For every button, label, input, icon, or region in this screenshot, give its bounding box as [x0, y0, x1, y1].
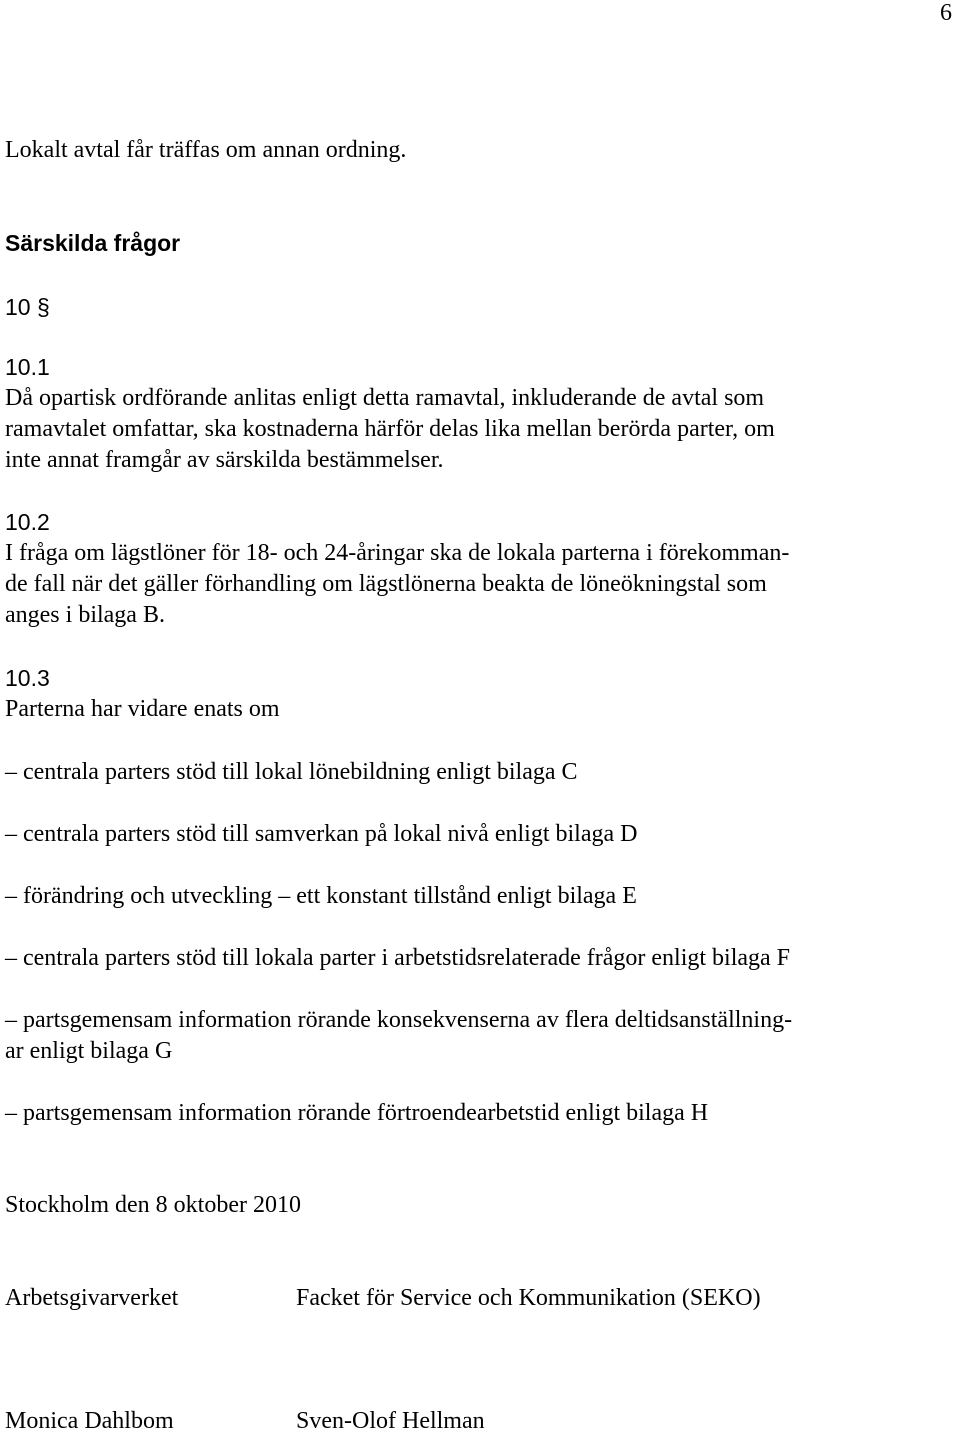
clause-line: inte annat framgår av särskilda bestämmelser.: [5, 447, 444, 473]
list-item: – partsgemensam information rörande förtroendearbetstid enligt bilaga H: [5, 1100, 709, 1126]
paragraph-heading: 10 §: [5, 294, 50, 320]
page-number: 6: [940, 0, 952, 26]
signatory-right-name: Sven-Olof Hellman: [296, 1408, 485, 1434]
list-item: – centrala parters stöd till samverkan på lokal nivå enligt bilaga D: [5, 821, 638, 847]
signatory-left-name: Monica Dahlbom: [5, 1408, 174, 1434]
list-item: – centrala parters stöd till lokala parter i arbetstidsrelaterade frågor enligt bilaga F: [5, 945, 791, 971]
clause-line: Parterna har vidare enats om: [5, 696, 280, 722]
list-item: – centrala parters stöd till lokal lönebildning enligt bilaga C: [5, 759, 578, 785]
clause-10-2: [5, 507, 789, 631]
signatory-right-org: Facket för Service och Kommunikation (SEKO): [296, 1285, 761, 1311]
list-item-line: ar enligt bilaga G: [5, 1038, 173, 1064]
clause-number: 10.3: [5, 665, 50, 691]
list-item: [5, 1005, 792, 1067]
section-heading: Särskilda frågor: [5, 230, 181, 256]
clause-line: ramavtalet omfattar, ska kostnaderna härför delas lika mellan berörda parter, om: [5, 416, 775, 442]
clause-10-1: [5, 352, 775, 476]
list-item: – förändring och utveckling – ett konstant tillstånd enligt bilaga E: [5, 883, 637, 909]
clause-10-3: [5, 663, 280, 725]
clause-line: de fall när det gäller förhandling om lägstlönerna beakta de löneökningstal som: [5, 571, 767, 597]
clause-line: Då opartisk ordförande anlitas enligt detta ramavtal, inkluderande de avtal som: [5, 385, 765, 411]
clause-number: 10.2: [5, 509, 50, 535]
clause-line: I fråga om lägstlöner för 18- och 24-åringar ska de lokala parterna i förekomman-: [5, 540, 790, 566]
clause-number: 10.1: [5, 354, 50, 380]
clause-line: anges i bilaga B.: [5, 602, 165, 628]
list-item-line: – partsgemensam information rörande konsekvenserna av flera deltidsanställning-: [5, 1007, 793, 1033]
signatory-left-org: Arbetsgivarverket: [5, 1285, 179, 1311]
intro-text: Lokalt avtal får träffas om annan ordning.: [5, 137, 407, 163]
place-date: Stockholm den 8 oktober 2010: [5, 1192, 301, 1218]
